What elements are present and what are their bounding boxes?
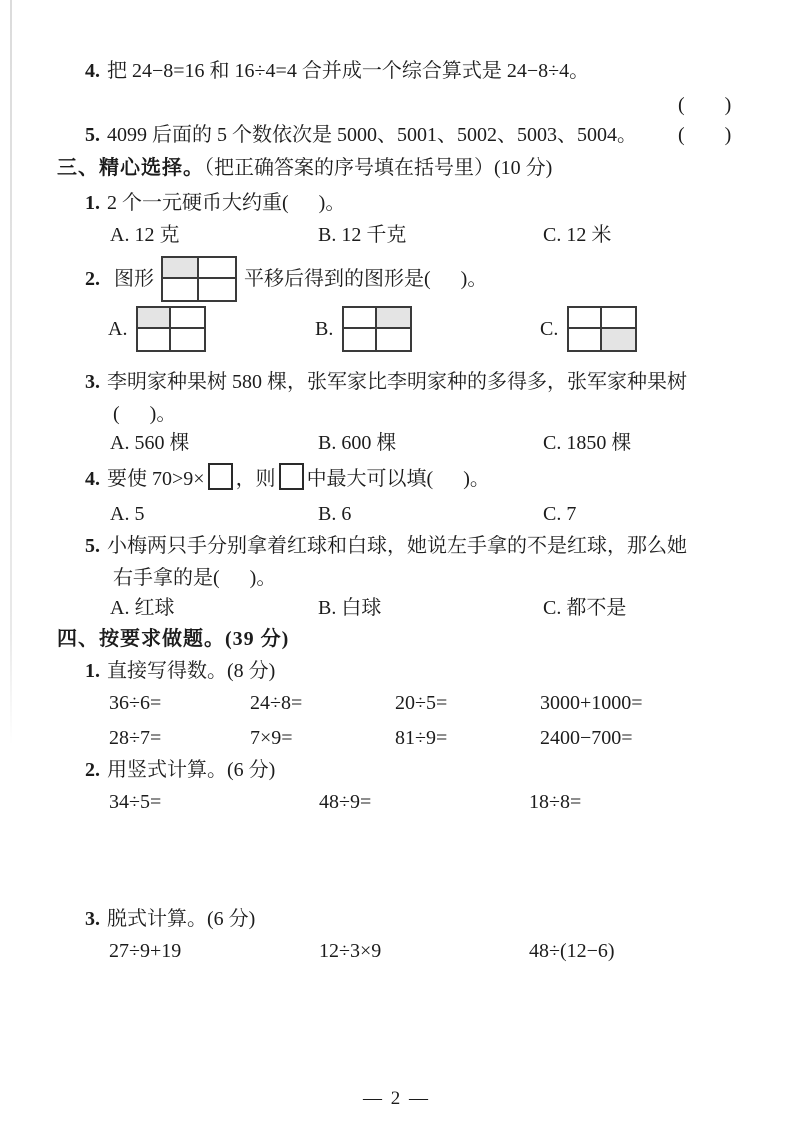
section-three-heading [57,155,552,181]
blank-box [279,463,304,490]
grid-cell [344,308,377,329]
math-expression: 24÷8= [250,692,303,714]
question-text: 要使 70>9× [107,468,205,490]
option-b: B. 白球 [318,597,382,619]
question-text-before: 图形 [114,268,154,290]
grid-cell [171,329,204,350]
math-expression: 36÷6= [109,692,162,714]
math-expression: 2400−700= [540,727,633,749]
question-number: 2. [85,268,100,290]
grid-cell [163,279,199,300]
option-label: C. [540,318,559,340]
grid-figure-a [136,306,206,352]
item-text: 把 24−8=16 和 16÷4=4 合并成一个综合算式是 24−8÷4。 [107,60,590,82]
choice-q3-line2 [113,401,176,427]
page-number: — 2 — [363,1088,430,1109]
choice-q1 [85,190,345,216]
subitem-text: 脱式计算。(6 分) [107,908,256,930]
question-text: 中最大可以填( )。 [306,468,490,490]
work-sub3-title [85,906,255,932]
option-a: A. 5 [110,503,145,525]
grid-cell [171,308,204,329]
math-expression: 48÷(12−6) [529,940,615,962]
question-text: 2 个一元硬币大约重( )。 [107,192,346,214]
grid-cell [569,329,602,350]
choice-q1-options [0,222,793,252]
grid-figure-c [567,306,637,352]
work-sub2-title [85,757,275,783]
option-a: A. 红球 [110,597,175,619]
option-c: C. 7 [543,503,577,525]
item-number: 4. [85,60,100,82]
choice-q2-options [0,306,793,356]
section-four-heading [57,626,289,652]
question-text: 右手拿的是( )。 [113,567,277,589]
math-expression: 34÷5= [109,791,162,813]
judge-item-5 [85,122,637,148]
option-a: A. 560 棵 [110,432,190,454]
option-a: A. 12 克 [110,224,180,246]
work-sub1-title [85,658,275,684]
option-b: B. 6 [318,503,352,525]
question-text: ( )。 [113,403,177,425]
question-number: 4. [85,468,100,490]
column-calc-row [0,789,793,819]
grid-figure-b [342,306,412,352]
answer-bracket: ( ) [678,94,732,116]
question-number: 1. [85,192,100,214]
subitem-number: 3. [85,908,100,930]
option-label: A. [108,318,128,340]
question-number: 5. [85,535,100,557]
question-text: 小梅两只手分别拿着红球和白球，她说左手拿的不是红球，那么她 [107,535,687,557]
subitem-number: 2. [85,759,100,781]
grid-cell [199,279,235,300]
question-text: 李明家种果树 580 棵，张军家比李明家种的多得多，张军家种果树 [107,371,687,393]
math-expression: 20÷5= [395,692,448,714]
math-expression: 81÷9= [395,727,448,749]
item-number: 5. [85,124,100,146]
section-note: （把正确答案的序号填在括号里）(10 分) [204,157,553,179]
grid-cell [569,308,602,329]
option-c: C. 都不是 [543,597,627,619]
option-b: B. 600 棵 [318,432,397,454]
section-title: 四、按要求做题。(39 分) [57,628,290,650]
grid-cell [199,258,235,279]
question-text-after: 平移后得到的图形是( )。 [244,268,488,290]
option-c [540,306,637,352]
choice-q5-line1 [85,533,687,559]
choice-q4 [85,463,490,492]
judge-item-4 [85,58,589,84]
subitem-text: 用竖式计算。(6 分) [107,759,276,781]
choice-q4-options [0,501,793,531]
section-title: 三、精心选择。 [57,157,204,179]
choice-q5-line2 [113,565,276,591]
math-expression: 48÷9= [319,791,372,813]
mental-math-row-2 [0,725,793,755]
blank-box [208,463,233,490]
option-a [108,306,206,352]
judge-item-4-bracket [678,92,731,118]
subitem-number: 1. [85,660,100,682]
grid-cell-shaded [377,308,410,329]
option-b [315,306,412,352]
grid-cell-shaded [138,308,171,329]
math-expression: 28÷7= [109,727,162,749]
question-number: 3. [85,371,100,393]
choice-q3-options [0,430,793,460]
choice-q5-options [0,595,793,625]
math-expression: 27÷9+19 [109,940,182,962]
scan-edge-artifact [10,0,12,745]
grid-cell [377,329,410,350]
mental-math-row-1 [0,690,793,720]
math-expression: 18÷8= [529,791,582,813]
math-expression: 3000+1000= [540,692,643,714]
item-text: 4099 后面的 5 个数依次是 5000、5001、5002、5003、5004。 [107,124,637,146]
judge-item-5-bracket [678,122,731,148]
option-b: B. 12 千克 [318,224,407,246]
choice-q2 [85,250,487,308]
grid-cell [602,308,635,329]
question-text: ，则 [235,468,276,490]
grid-cell-shaded [602,329,635,350]
option-label: B. [315,318,334,340]
math-expression: 7×9= [250,727,293,749]
answer-bracket: ( ) [678,124,732,146]
subitem-text: 直接写得数。(8 分) [107,660,276,682]
grid-cell [344,329,377,350]
grid-cell [138,329,171,350]
grid-figure-question [161,256,237,302]
math-expression: 12÷3×9 [319,940,382,962]
grid-cell-shaded [163,258,199,279]
option-c: C. 12 米 [543,224,612,246]
choice-q3-line1 [85,369,687,395]
step-calc-row [0,938,793,968]
option-c: C. 1850 棵 [543,432,632,454]
